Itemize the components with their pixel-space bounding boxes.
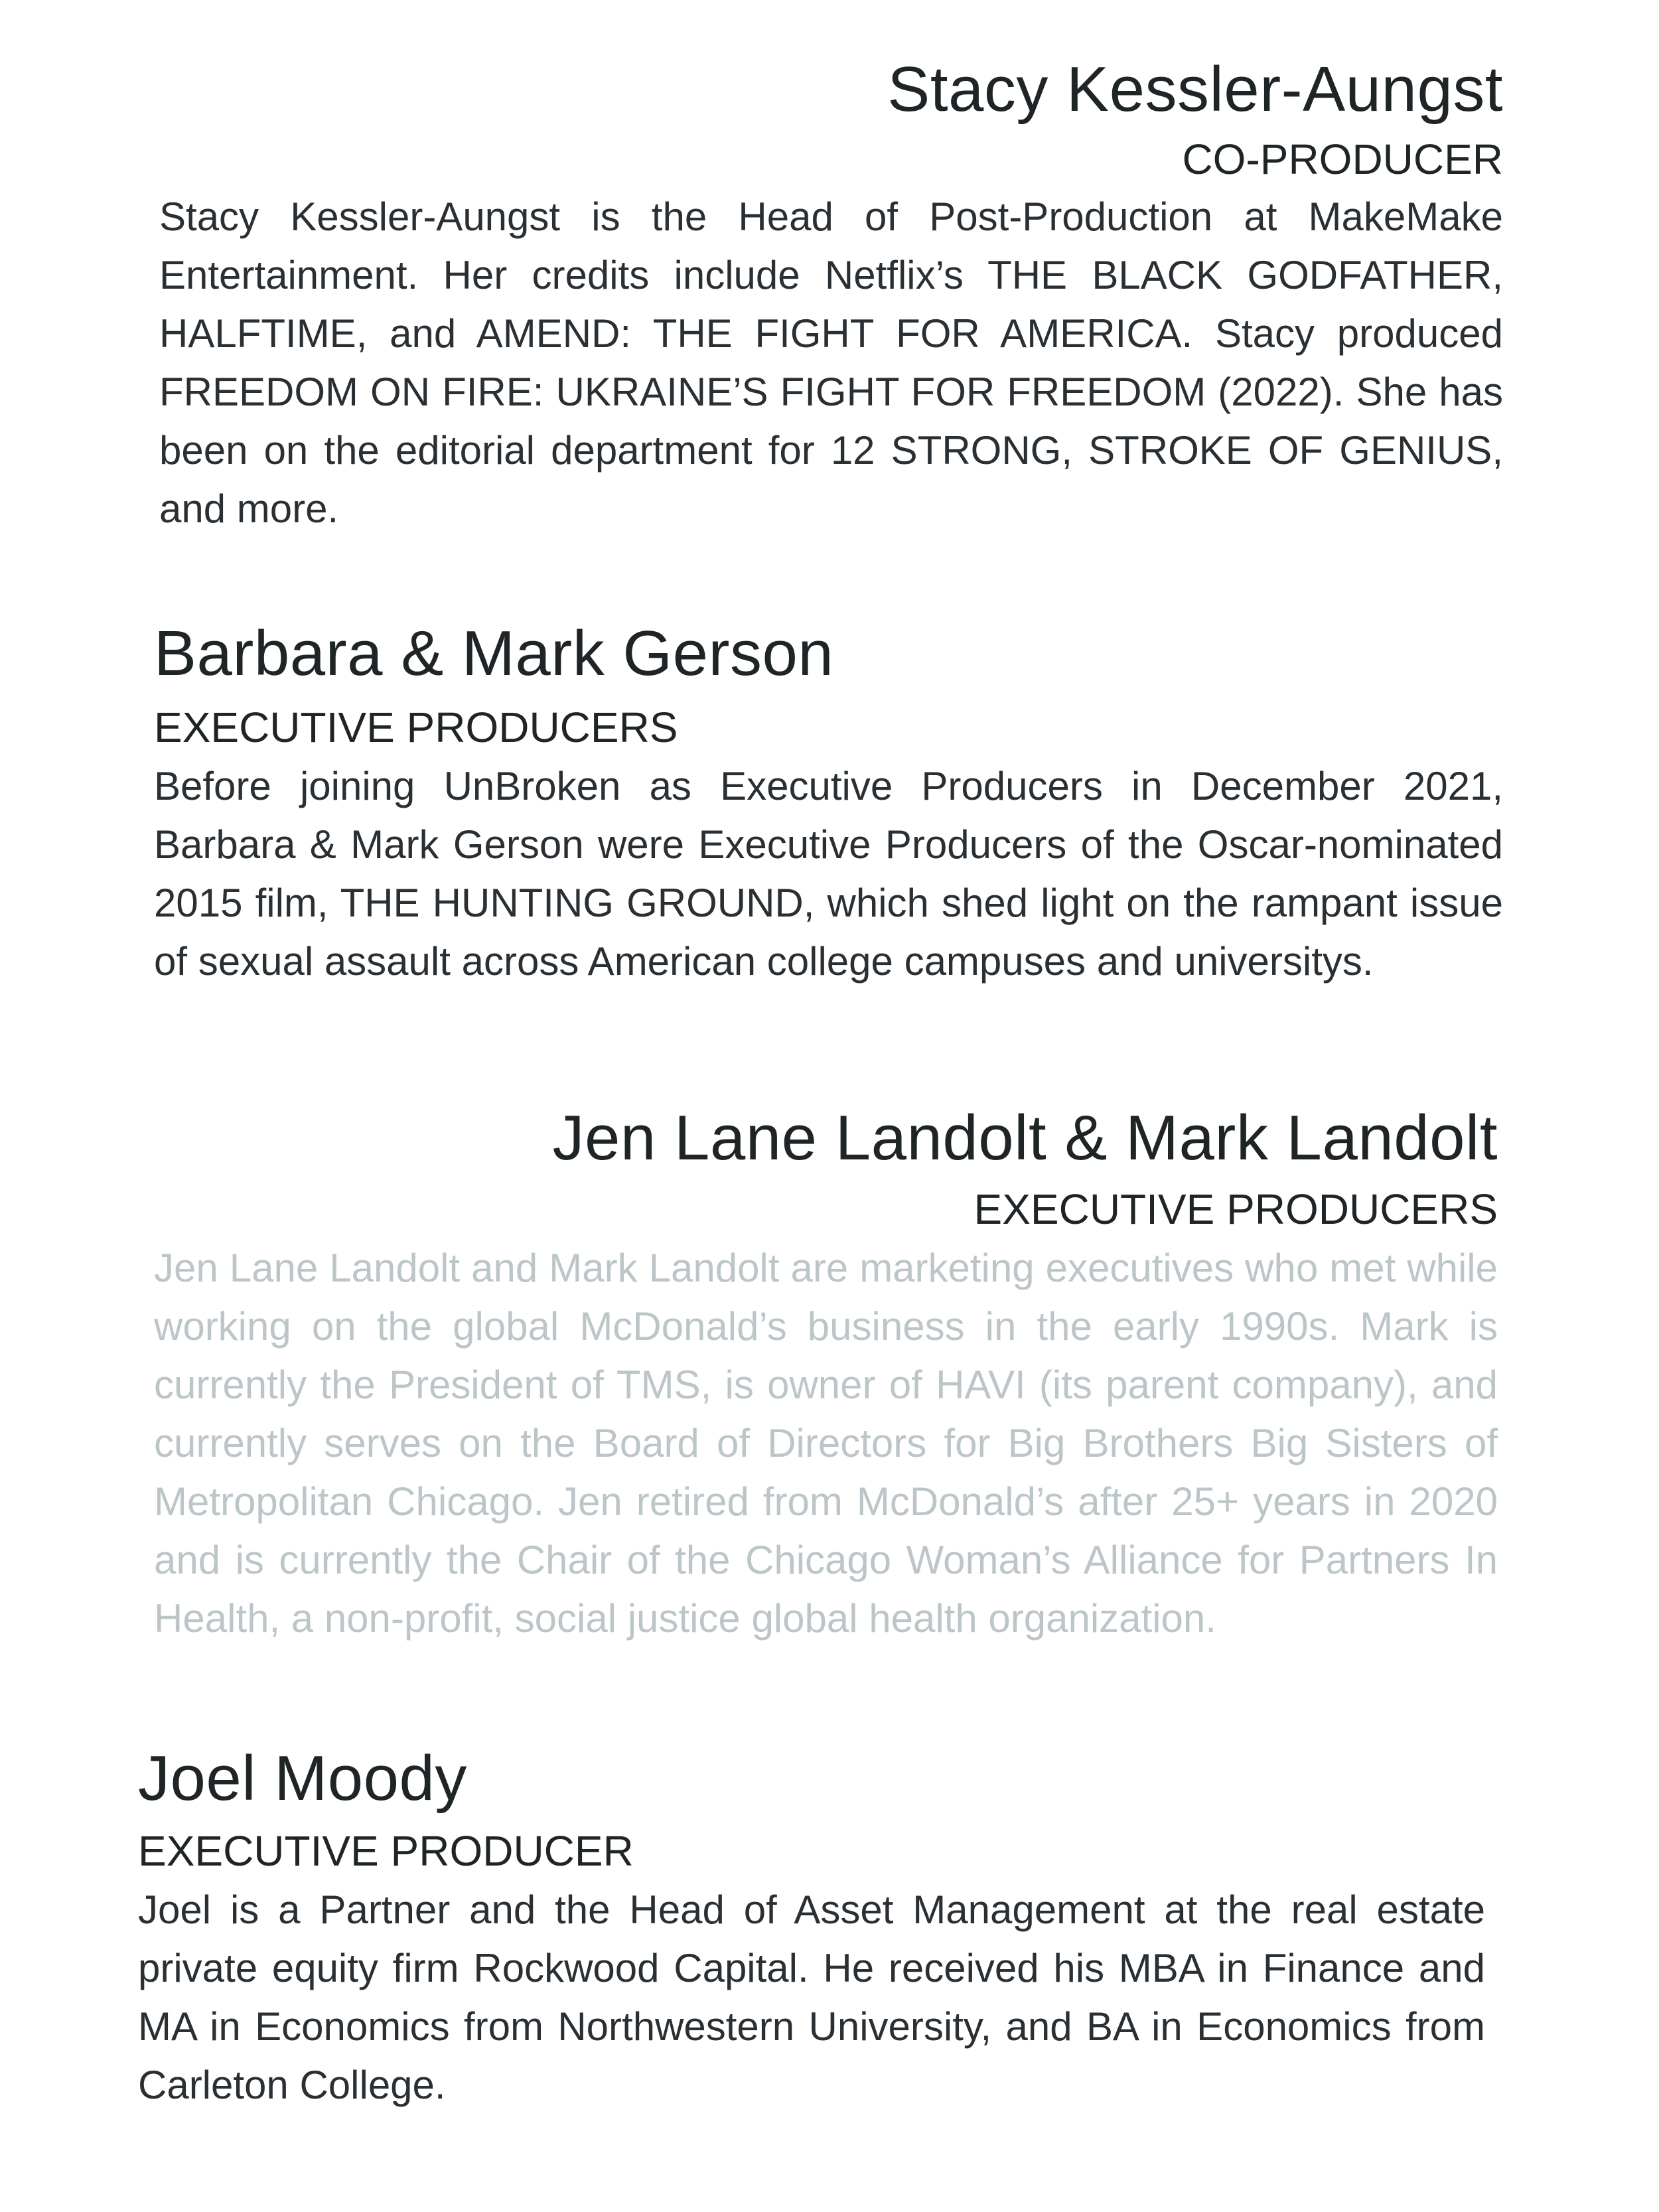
profile-bio: Jen Lane Landolt and Mark Landolt are marketing executives who met while working on the global McDonald’s business in the early 1990s. Mark is currently the President of TMS, is owner of HAVI (its parent company), and currently serves on the Board of Directors for Big Brothers Big Sisters of Metropolitan Chicago. Jen retired from McDonald’s after 25+ years in 2020 and is currently the Chair of the Chicago Woman’s Alliance for Partners In Health, a non-profit, social justice global health organization.: [154, 1246, 1498, 1641]
profile-bio: Before joining UnBroken as Executive Producers in December 2021, Barbara & Mark Gerson were Executive Producers of the Oscar-nominated 2015 film, THE HUNTING GROUND, which shed light on the rampant issue of sexual assault across American college campuses and universitys.: [154, 764, 1503, 984]
profile-role: CO-PRODUCER: [1182, 135, 1503, 184]
profile-joel-moody: [138, 1742, 1485, 2114]
profile-name: Joel Moody: [138, 1743, 467, 1814]
profile-jen-lane-mark-landolt: [154, 1102, 1498, 1648]
profile-name: Barbara & Mark Gerson: [154, 618, 834, 689]
profile-bio: Stacy Kessler-Aungst is the Head of Post-Production at MakeMake Entertainment. Her credits include Netflix’s THE BLACK GODFATHER, HALFTIME, and AMEND: THE FIGHT FOR AMERICA. Stacy produced FREEDOM ON FIRE: UKRAINE’S FIGHT FOR FREEDOM (2022). She has been on the editorial department for 12 STRONG, STROKE OF GENIUS, and more.: [159, 194, 1503, 532]
profile-barbara-mark-gerson: [154, 617, 1503, 991]
profile-name: Stacy Kessler-Aungst: [887, 54, 1503, 125]
profile-name: Jen Lane Landolt & Mark Landolt: [552, 1102, 1498, 1173]
profile-role: EXECUTIVE PRODUCER: [138, 1827, 634, 1876]
profile-role: EXECUTIVE PRODUCERS: [154, 703, 678, 752]
profile-role: EXECUTIVE PRODUCERS: [974, 1185, 1498, 1234]
profile-stacy-kessler-aungst: [159, 53, 1503, 538]
profile-bio: Joel is a Partner and the Head of Asset Management at the real estate private equity firm Rockwood Capital. He received his MBA in Finance and MA in Economics from Northwestern University, and BA in Economics from Carleton College.: [138, 1887, 1485, 2108]
